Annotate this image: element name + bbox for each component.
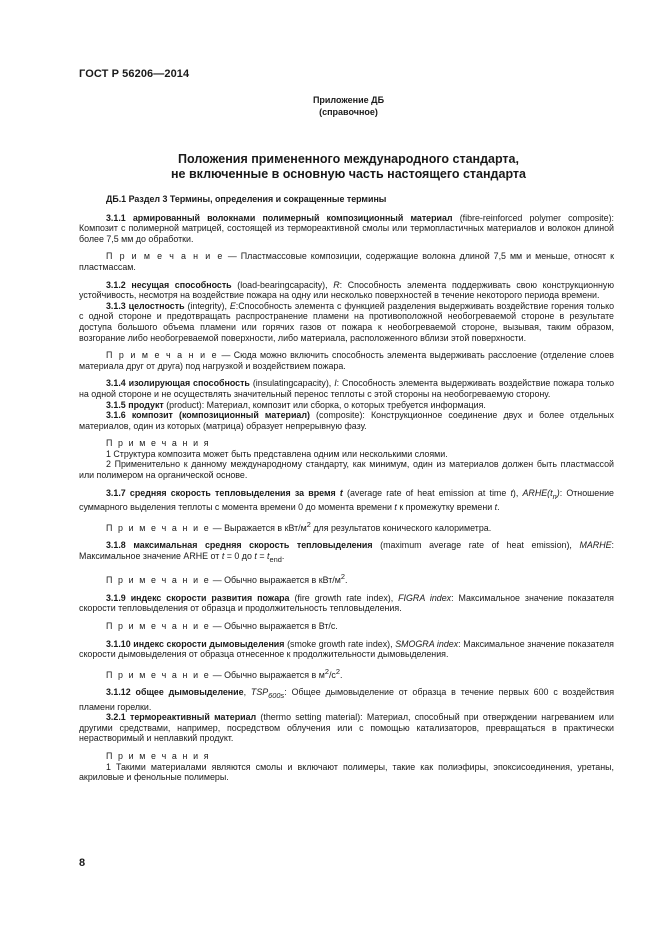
symbol-t: t xyxy=(266,550,270,561)
term-abbreviation: FIGRA index xyxy=(398,592,452,603)
abbr-subscript: n xyxy=(552,491,557,501)
notes-3-1-6-label xyxy=(79,438,614,449)
note-text: — Обычно выражается в м xyxy=(210,669,325,680)
note-text: — Выражается в кВт/м xyxy=(210,522,307,533)
term-definition-cont: к промежутку времени xyxy=(396,502,495,513)
note-3-1-8 xyxy=(79,572,614,586)
term-definition: : Способность элемента поддерживать свою конструкционную устойчивость, несмотря на воздействие пожара на одну или несколько поверхностей в течение некоторого периода времени. xyxy=(79,279,614,301)
note-3-1-7 xyxy=(79,520,614,534)
note-text: — Пластмассовые композиции, содержащие волокна длиной 7,5 мм и меньше, относят к пластмассам. xyxy=(79,251,614,272)
term-english: (average rate of heat emission at time xyxy=(342,487,511,498)
term-english: (smoke growth rate index), xyxy=(284,638,396,649)
note-label: П р и м е ч а н и е xyxy=(106,350,219,361)
term-definition: (product): Материал, композит или сборка, о которых требуется информация. xyxy=(163,399,486,410)
term-title: 3.1.10 индекс скорости дымовыделения xyxy=(106,638,285,649)
term-definition: :Способность элемента с функцией разделения выдерживать воздействие горения только с одной стороне и предотвращать распространение пламени на противоположной необогреваемой стороне в результате доступа большого объема пламени или горячих газов от пожара к необогреваемой стороне, вызывая, таким образом, возгорание либо необогреваемой поверхности, либо материала, расположенного вблизи этой поверхности. xyxy=(79,300,615,343)
note-text-end: для результатов конического калориметра. xyxy=(310,522,492,533)
term-definition: : Общее дымовыделение от образца в течение первых 600 с воздействия пламени горелки. xyxy=(79,687,615,712)
term-3-1-3 xyxy=(79,301,614,343)
note-label: П р и м е ч а н и е xyxy=(106,575,211,586)
term-separator: , xyxy=(243,687,251,698)
symbol-t: t xyxy=(254,550,257,561)
symbol-t: t xyxy=(221,550,225,561)
abbr-subscript: 600s xyxy=(268,691,285,701)
term-3-1-12 xyxy=(79,687,614,712)
term-3-1-5 xyxy=(79,400,614,411)
note-label: П р и м е ч а н и е xyxy=(106,669,211,680)
note-3-1-3 xyxy=(79,350,614,371)
term-abbreviation: MARHE xyxy=(579,540,612,551)
term-definition: (thermo setting material): Материал, способный при отверждении нагреванием или другими средствами, например, посредством облучения или с помощью катализаторов, превращаться в практически нерастворимый и неплавкий продукт. xyxy=(79,712,614,744)
page-number: 8 xyxy=(79,857,86,869)
note-3-1-1 xyxy=(79,251,614,272)
term-abbreviation: I xyxy=(334,378,337,389)
abbr-text-end: ) xyxy=(556,487,560,498)
note-label: П р и м е ч а н и е xyxy=(106,522,211,533)
term-title: 3.1.8 максимальная средняя скорость тепловыделения xyxy=(106,540,373,551)
term-definition-cont: = xyxy=(256,550,267,561)
symbol-t: t xyxy=(510,487,513,498)
term-definition: : Отношение суммарного выделения теплоты с момента времени 0 до момента времени xyxy=(79,487,614,513)
term-abbreviation: SMOGRA index xyxy=(395,638,459,649)
symbol-subscript: end xyxy=(269,554,282,564)
term-definition-end: . xyxy=(281,550,285,561)
note-item-1: 1 Такими материалами являются смолы и включают полимеры, такие как полиэфиры, эпоксисоединения, уретаны, акриловые и фенольные полимеры. xyxy=(79,761,614,783)
term-title: 3.1.5 продукт xyxy=(106,399,164,410)
note-text: — Сюда можно включить способность элемента выдерживать расслоение (отделение слоев материала друг от друга) под нагрузкой и воздействием пожара. xyxy=(79,350,614,371)
term-title: 3.1.9 индекс скорости развития пожара xyxy=(106,592,290,603)
document-header: ГОСТ Р 56206—2014 xyxy=(79,68,190,80)
note-item-2: 2 Применительно к данному международному стандарту, как минимум, один из материалов должен быть пластмассой или полимером на органической основе. xyxy=(79,459,614,481)
term-abbreviation xyxy=(250,687,285,701)
note-3-1-9 xyxy=(79,621,614,632)
term-definition: (fibre-reinforced polymer composite): Композит с полимерной матрицей, состоящей из термореактивной смолы или термопластичных материалов и волокон длиной более 7,5 мм до обработки. xyxy=(79,212,614,244)
appendix-title: Приложение ДБ xyxy=(312,95,385,105)
term-3-1-4 xyxy=(79,378,614,399)
term-3-1-2 xyxy=(79,280,614,301)
term-english-end: ), xyxy=(512,487,523,498)
term-abbreviation: R xyxy=(333,279,340,290)
unit-superscript: 2 xyxy=(340,572,345,582)
symbol-t: t xyxy=(339,487,343,498)
symbol-t: t xyxy=(394,502,397,513)
term-abbreviation xyxy=(522,487,560,501)
term-3-1-6 xyxy=(79,410,614,431)
term-definition: : Способность элемента выдерживать воздействие пожара только на одной стороне и не осуществлять значительный перенос теплоты с этой стороны на необогреваемую сторону. xyxy=(79,378,615,399)
abbr-text: ARHE(t xyxy=(522,487,553,498)
unit-superscript: 2 xyxy=(335,666,340,676)
term-title: 3.1.3 целостность xyxy=(106,300,185,311)
term-english: (insulatingcapacity), xyxy=(249,378,335,389)
note-text: — Обычно выражается в кВт/м xyxy=(210,575,341,586)
term-english: (maximum average rate of heat emission), xyxy=(372,540,580,551)
note-3-1-10 xyxy=(79,667,614,681)
term-definition-cont: = 0 до xyxy=(224,550,255,561)
appendix-type: (справочное) xyxy=(319,107,378,117)
term-title: 3.1.7 средняя скорость тепловыделения за время xyxy=(106,487,340,498)
term-title: 3.1.4 изолирующая способность xyxy=(106,378,250,389)
term-definition: : Максимальное значение показателя скорости тепловыделения от образца и продолжительность тепловыделения. xyxy=(79,592,614,614)
term-3-1-1 xyxy=(79,213,614,245)
unit-superscript: 2 xyxy=(306,519,311,529)
notes-3-2-1-label xyxy=(79,751,614,762)
note-text-end: . xyxy=(344,575,348,586)
term-3-1-9 xyxy=(79,593,614,614)
section-heading: ДБ.1 Раздел 3 Термины, определения и сокращенные термины xyxy=(106,194,387,204)
term-english: (fire growth rate index), xyxy=(289,592,399,603)
note-label: П р и м е ч а н и е xyxy=(106,251,224,262)
term-3-1-8 xyxy=(79,540,614,565)
term-definition: : Максимальное значение показателя скорости дымовыделения от образца отнесенное к продолжительности дымовыделения. xyxy=(79,638,614,660)
note-text: — Обычно выражается в Вт/с. xyxy=(210,620,338,631)
note-item-1: 1 Структура композита может быть представлена одним или несколькими слоями. xyxy=(106,448,448,459)
document-body xyxy=(79,194,614,783)
term-definition: : Максимальное значение ARHE от xyxy=(79,540,614,561)
notes-label: П р и м е ч а н и я xyxy=(106,751,211,761)
term-title: 3.2.1 термореактивный материал xyxy=(106,712,257,723)
unit-superscript: 2 xyxy=(324,666,329,676)
page-title-line-1: Положения примененного международного стандарта, xyxy=(178,152,519,166)
page-title xyxy=(0,152,661,182)
abbr-text: TSP xyxy=(250,687,269,698)
term-english: (load-bearingcapacity), xyxy=(231,279,334,290)
term-title: 3.1.6 композит (композиционный материал) xyxy=(106,410,310,421)
page-title-line-2: не включенные в основную часть настоящего стандарта xyxy=(171,167,526,181)
note-text-cont: /с xyxy=(328,669,336,680)
term-english: (integrity), xyxy=(184,300,230,311)
term-definition: (composite): Конструкционное соединение двух и более отдельных материалов, один из которых (матрица) образует непрерывную фазу. xyxy=(79,410,614,431)
term-title: 3.1.1 армированный волокнами полимерный композиционный материал xyxy=(106,212,453,223)
term-3-1-10 xyxy=(79,639,614,660)
term-abbreviation: E xyxy=(229,300,236,311)
term-3-1-7 xyxy=(79,488,614,513)
note-text-end: . xyxy=(339,669,343,680)
term-3-2-1 xyxy=(79,712,614,744)
term-definition-end: . xyxy=(497,502,500,513)
note-label: П р и м е ч а н и е xyxy=(106,620,211,631)
notes-label: П р и м е ч а н и я xyxy=(106,438,211,449)
term-title: 3.1.12 общее дымовыделение xyxy=(106,687,244,698)
term-title: 3.1.2 несущая способность xyxy=(106,279,232,290)
symbol-t: t xyxy=(494,502,498,513)
appendix-label xyxy=(0,94,661,118)
